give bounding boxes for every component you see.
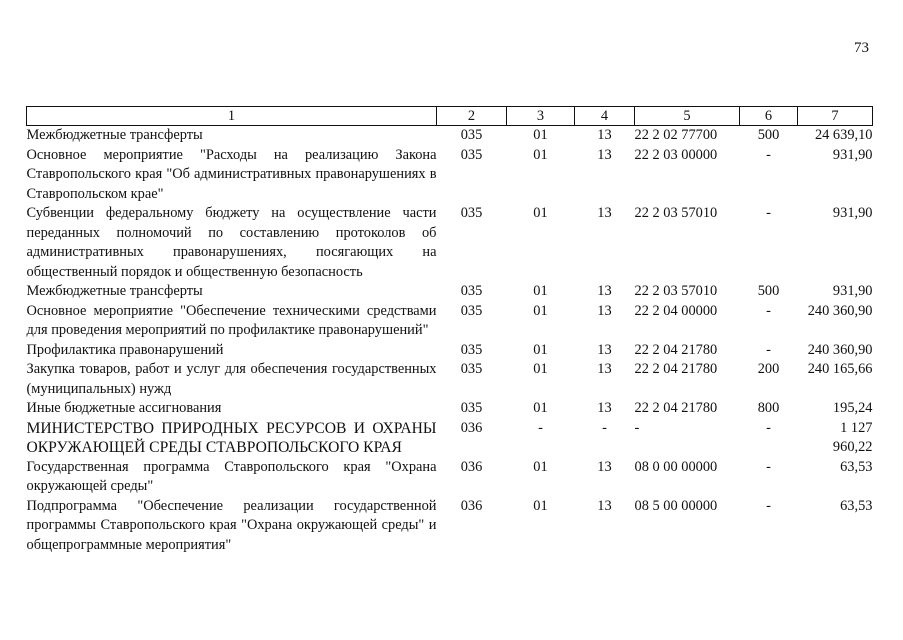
subsection-code-cell: 13 — [597, 146, 612, 163]
column-header-7: 7 — [798, 107, 873, 126]
subsection-code-cell: 13 — [597, 361, 612, 377]
amount-cell: 931,90 — [832, 146, 873, 163]
amount-cell: 1 127 960,22 — [832, 419, 873, 455]
target-article-cell: 22 2 03 00000 — [634, 146, 718, 163]
target-article-cell: 22 2 02 77700 — [634, 127, 718, 143]
ministry-code-cell: 035 — [460, 400, 483, 416]
target-article-cell: 22 2 03 57010 — [634, 205, 718, 221]
subsection-code-cell: 13 — [597, 127, 612, 143]
row-name-cell: МИНИСТЕРСТВО ПРИРОДНЫХ РЕСУРСОВ И ОХРАНЫ ОКРУЖАЮЩЕЙ СРЕДЫ СТАВРОПОЛЬСКОГО КРАЯ — [26, 419, 437, 456]
amount-cell: 931,90 — [832, 205, 873, 221]
amount-cell: 240 165,66 — [807, 361, 873, 377]
ministry-code-cell: 036 — [460, 419, 483, 436]
subsection-code-cell: - — [602, 419, 607, 436]
table-row — [27, 146, 873, 205]
section-code-cell: 01 — [533, 400, 548, 416]
section-code-cell: 01 — [533, 497, 548, 514]
row-name-cell: Подпрограмма "Обеспечение реализации государственной программы Ставропольского края "Охрана окружающей среды" и общепрограммные мероприятия" — [26, 497, 437, 553]
subsection-code-cell: 13 — [597, 283, 612, 299]
page-number: 73 — [854, 40, 869, 56]
ministry-code-cell: 035 — [460, 361, 483, 377]
section-code-cell: - — [538, 419, 543, 436]
table-row — [27, 458, 873, 497]
expense-type-cell: 500 — [757, 127, 780, 143]
target-article-cell: - — [634, 419, 640, 436]
column-header-4: 4 — [575, 107, 635, 126]
amount-cell: 195,24 — [832, 400, 873, 416]
expense-type-cell: - — [766, 419, 771, 436]
target-article-cell: 08 5 00 00000 — [634, 497, 718, 514]
row-name-cell: Профилактика правонарушений — [26, 341, 224, 358]
target-article-cell: 22 2 04 21780 — [634, 341, 718, 358]
amount-cell: 24 639,10 — [814, 127, 873, 143]
section-code-cell: 01 — [533, 146, 548, 163]
column-header-6: 6 — [740, 107, 798, 126]
ministry-code-cell: 035 — [460, 283, 483, 299]
expense-type-cell: - — [766, 497, 771, 514]
column-header-2: 2 — [437, 107, 507, 126]
section-code-cell: 01 — [533, 205, 548, 221]
section-code-cell: 01 — [533, 127, 548, 143]
target-article-cell: 08 0 00 00000 — [634, 458, 718, 475]
expense-type-cell: - — [766, 302, 771, 319]
column-header-3: 3 — [507, 107, 575, 126]
expense-type-cell: - — [766, 458, 771, 475]
row-name-cell: Межбюджетные трансферты — [26, 127, 203, 143]
row-name-cell: Иные бюджетные ассигнования — [26, 400, 222, 416]
target-article-cell: 22 2 04 21780 — [634, 361, 718, 377]
amount-cell: 63,53 — [840, 458, 873, 475]
subsection-code-cell: 13 — [597, 400, 612, 416]
budget-table — [26, 106, 873, 555]
section-code-cell: 01 — [533, 283, 548, 299]
subsection-code-cell: 13 — [597, 341, 612, 358]
expense-type-cell: 500 — [757, 283, 780, 299]
row-name-cell: Субвенции федеральному бюджету на осуществление части переданных полномочий по составлению протоколов об административных правонарушениях, посягающих на общественный порядок и общественную безопасность — [26, 205, 437, 280]
row-name-cell: Государственная программа Ставропольского края "Охрана окружающей среды" — [26, 458, 437, 494]
table-row — [27, 341, 873, 361]
table-row — [27, 282, 873, 302]
amount-cell: 240 360,90 — [807, 302, 873, 319]
ministry-code-cell: 035 — [460, 302, 483, 319]
ministry-code-cell: 036 — [460, 497, 483, 514]
table-header — [27, 107, 873, 126]
row-name-cell: Основное мероприятие "Обеспечение техническими средствами для проведения мероприятий по профилактике правонарушений" — [26, 302, 437, 338]
target-article-cell: 22 2 04 00000 — [634, 302, 718, 319]
expense-type-cell: - — [766, 341, 771, 358]
expense-type-cell: 200 — [757, 361, 780, 377]
subsection-code-cell: 13 — [597, 458, 612, 475]
section-code-cell: 01 — [533, 302, 548, 319]
ministry-code-cell: 036 — [460, 458, 483, 475]
table-row — [27, 399, 873, 419]
amount-cell: 931,90 — [832, 283, 873, 299]
column-header-1: 1 — [27, 107, 437, 126]
ministry-code-cell: 035 — [460, 341, 483, 358]
ministry-code-cell: 035 — [460, 146, 483, 163]
subsection-code-cell: 13 — [597, 497, 612, 514]
section-code-cell: 01 — [533, 341, 548, 358]
row-name-cell: Основное мероприятие "Расходы на реализацию Закона Ставропольского края "Об административных правонарушениях в Ставропольском крае" — [26, 146, 437, 202]
expense-type-cell: - — [766, 205, 771, 221]
expense-type-cell: - — [766, 146, 771, 163]
table-row — [27, 419, 873, 458]
section-code-cell: 01 — [533, 361, 548, 377]
subsection-code-cell: 13 — [597, 205, 612, 221]
target-article-cell: 22 2 04 21780 — [634, 400, 718, 416]
target-article-cell: 22 2 03 57010 — [634, 283, 718, 299]
ministry-code-cell: 035 — [460, 127, 483, 143]
table-row — [27, 497, 873, 556]
expense-type-cell: 800 — [757, 400, 780, 416]
table-row — [27, 302, 873, 341]
column-header-5: 5 — [635, 107, 740, 126]
table-row — [27, 204, 873, 282]
amount-cell: 63,53 — [840, 497, 873, 514]
table-row — [27, 360, 873, 399]
table-body — [27, 126, 873, 556]
row-name-cell: Межбюджетные трансферты — [26, 283, 203, 299]
table-row — [27, 126, 873, 146]
amount-cell: 240 360,90 — [807, 341, 873, 358]
row-name-cell: Закупка товаров, работ и услуг для обеспечения государственных (муниципальных) нужд — [26, 361, 437, 397]
subsection-code-cell: 13 — [597, 302, 612, 319]
section-code-cell: 01 — [533, 458, 548, 475]
ministry-code-cell: 035 — [460, 205, 483, 221]
